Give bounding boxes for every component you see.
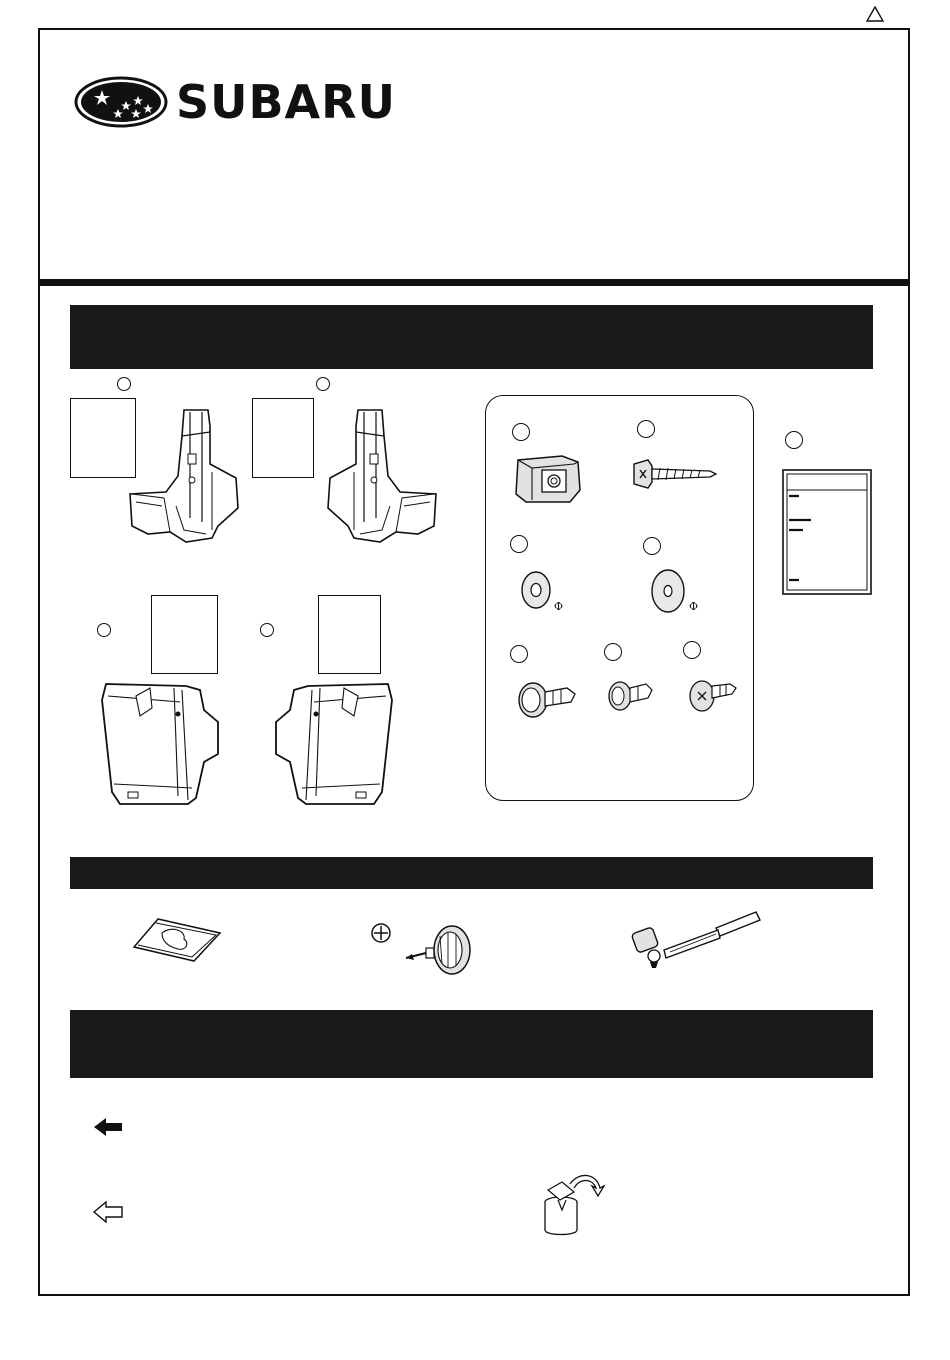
mudguard-rear-right-icon [270, 680, 394, 810]
diameter-symbol: Φ [554, 600, 564, 613]
part-number-circle [97, 623, 111, 637]
part-number-circle [510, 535, 528, 553]
section-bar-tools [70, 857, 873, 889]
diameter-symbol: Φ [689, 600, 699, 613]
arrow-left-outline-icon [92, 1200, 124, 1224]
header-divider [38, 279, 910, 286]
part-label-box [151, 595, 218, 674]
washer-icon [648, 568, 688, 614]
part-number-circle [260, 623, 274, 637]
part-number-circle [510, 645, 528, 663]
phillips-screwdriver-icon [370, 922, 392, 944]
subaru-logo-icon [74, 76, 168, 128]
section-bar-symbols [70, 1010, 873, 1078]
part-number-circle [637, 420, 655, 438]
recycle-bin-icon [540, 1170, 606, 1236]
part-number-circle [643, 537, 661, 555]
part-number-circle [316, 377, 330, 391]
clip-nut-icon [512, 452, 592, 506]
part-label-box [318, 595, 381, 674]
mudguard-rear-left-icon [100, 680, 224, 810]
instruction-sheet-icon [781, 468, 875, 598]
push-clip-icon [686, 668, 740, 716]
mudguard-front-left-icon [126, 406, 244, 548]
part-number-circle [683, 641, 701, 659]
subaru-logo [74, 74, 436, 130]
push-clip-icon [515, 672, 579, 720]
section-bar-parts [70, 305, 873, 369]
push-clip-icon [606, 674, 656, 714]
torque-wrench-icon [630, 908, 762, 972]
screwdriver-handle-icon [404, 922, 474, 978]
screw-icon [630, 456, 718, 492]
mudguard-front-right-icon [322, 406, 440, 548]
part-label-box [252, 398, 314, 478]
part-number-circle [512, 423, 530, 441]
part-number-circle [785, 431, 803, 449]
corner-triangle-mark [866, 6, 886, 24]
part-number-circle [117, 377, 131, 391]
washer-icon [518, 570, 554, 610]
brand-wordmark: SUBARU [176, 75, 396, 129]
cleaning-pad-icon [132, 915, 224, 965]
part-number-circle [604, 643, 622, 661]
arrow-left-filled-icon [92, 1116, 124, 1138]
